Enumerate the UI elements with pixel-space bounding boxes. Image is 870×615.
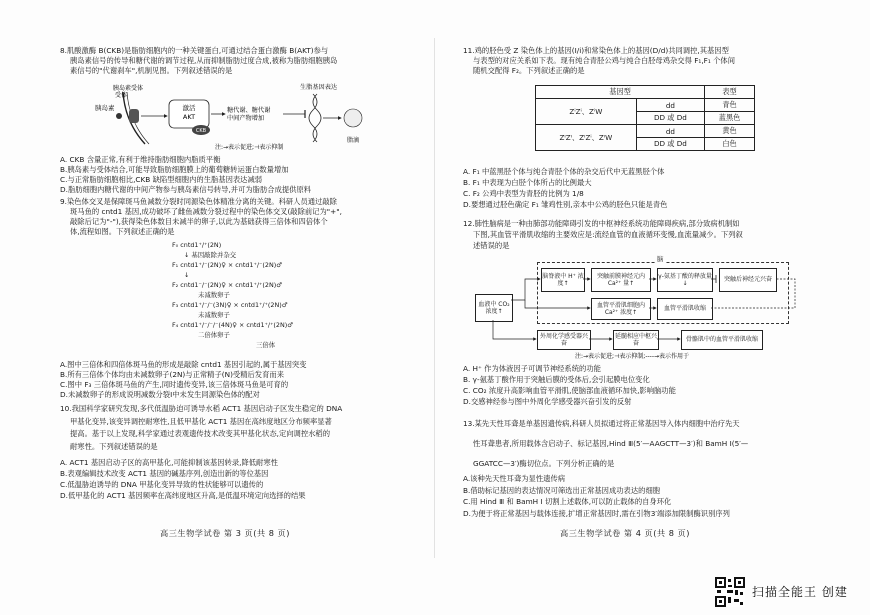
intermediate-label: 中间产物增加 — [227, 115, 265, 122]
table-cell: 黄色 — [705, 125, 755, 138]
table-cell: 蓝黑色 — [705, 112, 755, 125]
q8-mechanism-figure — [95, 82, 385, 152]
q12-arrows — [475, 256, 825, 360]
q10-option-c[interactable]: C.低温胁迫诱导的 DNA 甲基化变异导致的性状能够可以遗传的 — [60, 480, 264, 489]
q9-stem-line: 9.染色体交叉是保障斑马鱼减数分裂时同源染色体精准分离的关键。科研人员通过敲除 — [60, 197, 337, 206]
q9-option-a[interactable]: A.图中三倍体和四倍体斑马鱼的形成是敲除 cntd1 基因引起的,属于基因突变 — [60, 360, 307, 369]
flow-note: 未减数卵子 — [198, 291, 230, 299]
q12-option-b[interactable]: B. γ-氨基丁酸作用于突触后膜的受体后,会引起膜电位变化 — [463, 375, 650, 384]
question-12 — [463, 218, 843, 251]
flow-note: 未减数卵子 — [198, 311, 230, 319]
q10-stem-line: 提高。基于以上发现,科学家通过表观遗传技术改变其甲基化状态,定向调控水稻的 — [70, 429, 331, 438]
q12-stem-line: 下图,其血管平滑肌收缩的主要效应是:流经血管的血液循环变慢,血流量减少。下列叙 — [473, 230, 743, 239]
table-cell: dd — [636, 99, 704, 112]
q8-stem-line: 8.肌酸激酶 B(CKB)是脂肪细胞内的一种关键蛋白,可通过结合蛋白激酶 B(AKT)参与 — [60, 46, 329, 55]
table-cell: DD 或 Dd — [636, 138, 704, 151]
q8-options — [60, 155, 420, 195]
q9-flowchart — [172, 240, 372, 350]
q13-option-b[interactable]: B.借助标记基因的表达情况可筛选出正常基因成功表达的细胞 — [463, 485, 661, 495]
page-4-footer: 高三生物学试卷 第 4 页(共 8 页) — [560, 528, 690, 538]
q11-stem-line: 与表型的对应关系如下表。现有纯合青胫公鸡与纯合白胫母鸡杂交得 F₁,F₁ 个体间 — [473, 56, 735, 65]
q11-genotype-table — [535, 85, 755, 151]
h-conc-text: 脑脊液中 H⁺ 浓度↑ — [542, 272, 584, 287]
insulin-label: 胰岛素 — [95, 104, 115, 112]
page-3-footer: 高三生物学试卷 第 3 页(共 8 页) — [160, 528, 290, 538]
q12-stem-line: 12.肺性脑病是一种由肺部功能障碍引发的中枢神经系统功能障碍疾病,部分致病机制如 — [463, 219, 740, 228]
brain-label: 脑 — [657, 255, 664, 263]
q13-stem-line: GGATCC—3′)酶切位点。下列分析正确的是 — [473, 459, 615, 468]
q9-option-c[interactable]: C.图中 F₃ 三倍体斑马鱼的产生,同时遗传变异,该三倍体斑马鱼是可育的 — [60, 380, 289, 389]
table-cell: 白色 — [705, 138, 755, 151]
fat-drop-icon — [344, 109, 362, 127]
q13-option-d[interactable]: D.为便于将正常基因与载体连接,扩增正常基因时,需在引物3′端添加限制酶识别序列 — [463, 508, 730, 518]
receptor-label: 胰岛素受体 — [113, 85, 144, 92]
receptor-shape — [129, 109, 139, 123]
glucose-label: 糖代谢、糖代谢 — [227, 107, 271, 114]
medulla-text: 延髓相应中枢兴奋 — [614, 332, 657, 347]
q10-option-a[interactable]: A. ACT1 基因启动子区的高甲基化,可能抑制该基因转录,降低耐寒性 — [60, 458, 278, 467]
q10-option-d[interactable]: D.低甲基化的 ACT1 基因频率在高纬度地区升高,是低温环境定向选择的结果 — [60, 491, 306, 500]
vasc-ca-text: 血管平滑肌细胞内 Ca²⁺ 浓度↑ — [596, 301, 645, 316]
q11-stem-line: 11.鸡的胫色受 Z 染色体上的基因(I/i)和常染色体上的基因(D/d)共同调控,其基因型 — [463, 46, 729, 55]
fat-drop-label: 脂滴 — [346, 137, 360, 144]
flow-f3: F₃ cntd1⁺/⁻/⁻(3N)♀ × cntd1⁺/⁺(2N)♂ — [172, 301, 288, 309]
akt-label-2: AKT — [182, 113, 196, 121]
q8-option-b[interactable]: B.胰岛素与受体结合,可能导致脂肪细胞膜上的葡萄糖转运蛋白数量增加 — [60, 165, 289, 174]
q10-option-b[interactable]: B.表观编辑技术改变 ACT1 基因的碱基序列,创造出新的等位基因 — [60, 469, 269, 478]
q10-stem-line: 甲基化变异,该变异调控耐寒性,且低甲基化 ACT1 基因在高纬度地区分布频率显著 — [70, 416, 332, 426]
synapse-ca-text: 突触前膜神经元内 Ca²⁺ 量↑ — [596, 272, 645, 287]
chemo-text: 外周化学感受器兴奋 — [539, 332, 588, 347]
q11-option-a[interactable]: A. F₁ 中蓝黑胫个体与纯合青胫个体的杂交后代中无蓝黑胫个体 — [463, 167, 665, 176]
flow-result: 三倍体 — [256, 341, 276, 349]
question-11 — [463, 46, 843, 76]
flow-f2: F₂ cntd1⁻/⁻(2N)♀ × cntd1⁺/⁺(2N)♂ — [172, 281, 282, 289]
qr-code-icon — [715, 577, 745, 607]
q8-option-d[interactable]: D.脂肪细胞内糖代谢的中间产物参与胰岛素信号转导,并可为脂肪合成提供原料 — [60, 185, 312, 194]
q11-options — [463, 166, 843, 210]
q11-option-d[interactable]: D.要想通过胫色确定 F₁ 雏鸡性别,亲本中公鸡的胫色只能是青色 — [463, 200, 668, 209]
q12-option-a[interactable]: A. H⁺ 作为体液因子可调节神经系统的功能 — [463, 364, 601, 373]
excite-text: 突触后神经元兴奋 — [723, 276, 772, 284]
akt-label-1: 激活 — [182, 104, 196, 112]
q10-options — [60, 457, 420, 501]
q10-stem-line: 10.我国科学家研究发现,多代低温胁迫可诱导水稻 ACT1 基因启动子区发生稳定的 DNA — [60, 404, 343, 413]
q11-stem-line: 随机交配得 F₂。下列叙述正确的是 — [473, 66, 585, 75]
skeletal-text: 骨骼肌中的血管平滑肌收缩 — [685, 336, 758, 344]
gaba-text: γ-氨基丁酸的释放量↓ — [658, 272, 712, 287]
ckb-label: CKB — [195, 128, 207, 134]
q10-stem-line: 耐寒性。下列叙述错误的是 — [70, 441, 158, 451]
question-10 — [60, 403, 420, 453]
q12-stem-line: 述错误的是 — [473, 241, 510, 250]
flow-f1: F₁ cntd1⁺/⁻(2N)♀ × cntd1⁺/⁻(2N)♂ — [172, 261, 282, 269]
q8-stem-line: 胰岛素信号的传导和糖代谢的调节过程,从而抑制脂肪过度合成,被称为脂肪细胞胰岛 — [70, 56, 338, 65]
scanner-watermark: 扫描全能王 创建 — [752, 585, 848, 599]
receptor-sublabel: 受体 — [115, 92, 128, 99]
q13-option-c[interactable]: C.用 Hind Ⅲ 和 BamH Ⅰ 切割上述载体,可以防止载体的自身环化 — [463, 497, 672, 506]
q9-options — [60, 360, 420, 400]
q9-stem-line: 敲除后记为"-"),获得染色体数目未减半的卵子,以此为基础获得三倍体和四倍体个 — [70, 217, 328, 226]
table-header-phenotype: 表型 — [705, 86, 755, 99]
q11-option-b[interactable]: B. F₁ 中表现为白胫个体所占的比例最大 — [463, 178, 592, 187]
q13-stem-line: 13.某先天性耳聋是单基因遗传病,科研人员拟通过将正常基因导入体内细胞中治疗先天 — [463, 419, 740, 428]
q12-mechanism-figure — [475, 256, 825, 360]
q8-legend: 注:→表示促进;⊣表示抑制 — [215, 144, 284, 151]
vasc-contract-text: 血管平滑肌收缩 — [663, 305, 706, 313]
flow-note: 二倍体卵子 — [198, 331, 230, 339]
q11-option-c[interactable]: C. F₂ 公鸡中表型为青胫的比例为 1/8 — [463, 189, 584, 198]
q8-stem-line: 素信号的"代谢刹车",机制见图。下列叙述错误的是 — [70, 66, 233, 75]
flow-f4: F₄ cntd1⁺/⁻/⁻/⁻(4N)♀ × cntd1⁺/⁺(2N)♂ — [172, 321, 293, 329]
q8-option-c[interactable]: C.与正常脂肪细胞相比,CKB 缺陷型细胞内的生脂基因表达减弱 — [60, 175, 263, 184]
gene-expression-label: 生脂基因表达 — [300, 84, 338, 91]
co2-text: 血液中 CO₂ 浓度↑ — [478, 300, 510, 315]
table-cell: DD 或 Dd — [636, 112, 704, 125]
q9-stem-line: 斑马鱼的 cntd1 基因,成功破坏了雌鱼减数分裂过程中的染色体交叉(敲除前记为"+", — [70, 207, 342, 216]
insulin-molecule — [116, 113, 122, 119]
q13-option-a[interactable]: A.该种先天性耳聋为显性遗传病 — [463, 474, 566, 483]
q9-option-d[interactable]: D.未减数卵子的形成说明减数分裂Ⅰ中未发生同源染色体的配对 — [60, 390, 260, 399]
table-cell: 青色 — [705, 99, 755, 112]
flow-step: ↓ 基因敲除并杂交 — [184, 251, 237, 259]
q12-legend: 注:→表示促进;⊣表示抑制;----→表示作用于 — [575, 353, 690, 360]
q8-option-a[interactable]: A. CKB 含量正常,有利于维持脂肪细胞内脂质平衡 — [60, 155, 221, 164]
q12-option-c[interactable]: C. CO₂ 浓度升高影响血管平滑肌,使脑部血液循环加快,影响脑功能 — [463, 386, 676, 395]
table-header-genotype: 基因型 — [536, 86, 705, 99]
question-8 — [60, 46, 420, 76]
table-cell: dd — [636, 125, 704, 138]
flow-step: ↓ — [184, 271, 190, 279]
flow-f0: F₀ cntd1⁺/⁺(2N) — [172, 241, 222, 249]
q12-option-d[interactable]: D.交感神经参与图中外周化学感受器兴奋引发的反射 — [463, 397, 632, 406]
q9-stem-line: 体,流程如图。下列叙述正确的是 — [70, 227, 175, 236]
q9-option-b[interactable]: B.所有三倍体个体均由未减数卵子(2N)与正常精子(N)受精后发育而来 — [60, 370, 284, 379]
table-cell-z-genotype: ZⁱZⁱ、ZⁱW — [536, 99, 637, 125]
q13-stem-line: 性耳聋患者,所用载体含启动子、标记基因,Hind Ⅲ(5′—AAGCTT—3′)和 BamH Ⅰ(5′— — [473, 439, 749, 448]
question-9 — [60, 197, 420, 237]
table-cell-z-genotype: ZᴵZᴵ、ZᴵZⁱ、ZᴵW — [536, 125, 637, 151]
